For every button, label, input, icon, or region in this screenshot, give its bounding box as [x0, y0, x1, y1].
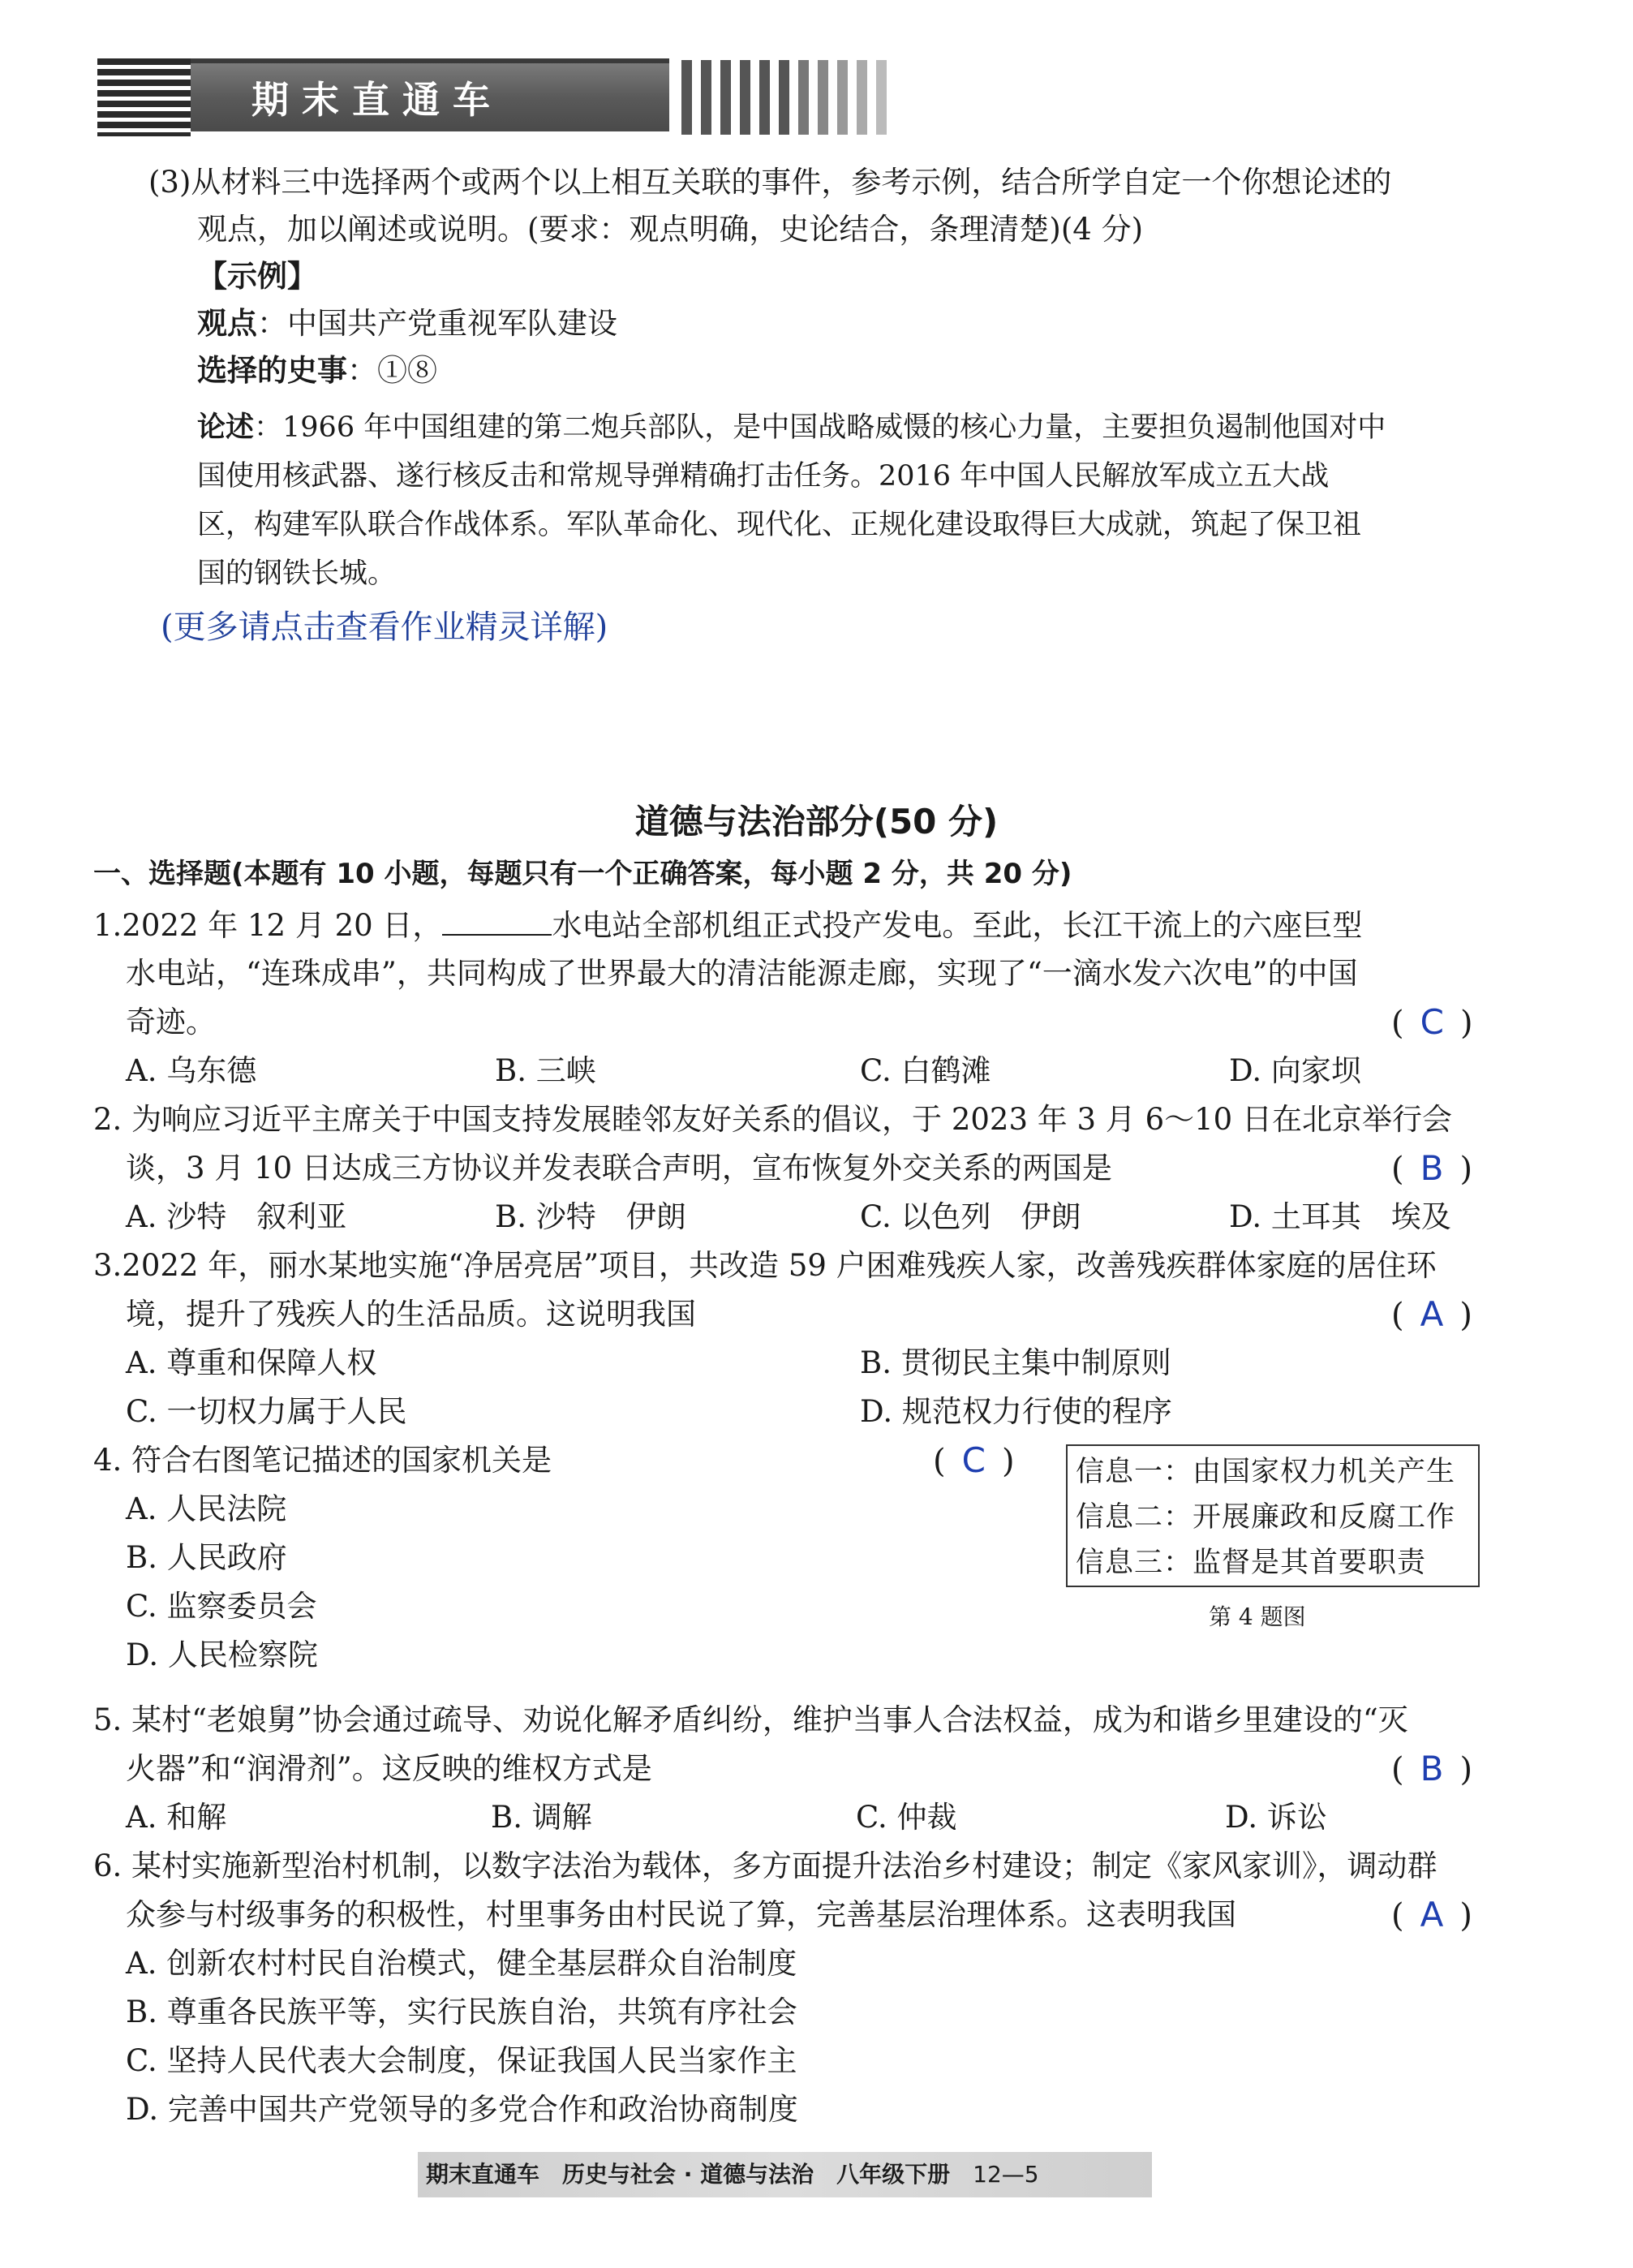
- q1-option-d: D. 向家坝: [1229, 1053, 1361, 1088]
- question-6-answer: ( A ): [1391, 1895, 1472, 1934]
- q6-option-b: B. 尊重各民族平等，实行民族自治，共筑有序社会: [126, 1995, 797, 2029]
- header-stripes: [97, 58, 191, 136]
- page-number: 12—5: [973, 2161, 1039, 2188]
- more-details-link[interactable]: (更多请点击查看作业精灵详解): [161, 609, 608, 646]
- answer-letter: C: [961, 1440, 986, 1480]
- argument-line-3: 区，构建军队联合作战体系。军队革命化、现代化、正规化建设取得巨大成就，筑起了保卫祖: [197, 509, 1362, 541]
- q6-option-a: A. 创新农村村民自治模式，健全基层群众自治制度: [126, 1946, 797, 1981]
- fill-blank: [442, 905, 552, 936]
- footer-text: [426, 2152, 1039, 2197]
- question-2-answer: ( B ): [1391, 1148, 1473, 1188]
- q3-line-2: 观点，加以阐述或说明。(要求：观点明确，史论结合，条理清楚)(4 分): [197, 212, 1144, 247]
- question-1-line-3: 奇迹。: [126, 1005, 216, 1039]
- question-5-line-2: 火器”和“润滑剂”。这反映的维权方式是: [126, 1751, 652, 1786]
- header-bars: [681, 60, 909, 135]
- answer-letter: C: [1420, 1002, 1444, 1042]
- q5-option-c: C. 仲裁: [856, 1800, 957, 1835]
- q3-option-d: D. 规范权力行使的程序: [860, 1394, 1172, 1429]
- argument-line-1: [197, 407, 1386, 448]
- question-4-line-1: 4. 符合右图笔记描述的国家机关是: [93, 1443, 552, 1478]
- q2-option-a: A. 沙特 叙利亚: [126, 1199, 347, 1234]
- question-4-answer: ( C ): [933, 1440, 1015, 1480]
- question-5-answer: ( B ): [1391, 1749, 1473, 1788]
- q2-option-c: C. 以色列 伊朗: [860, 1199, 1081, 1234]
- q1-option-a: A. 乌东德: [126, 1053, 257, 1088]
- question-1-answer: ( C ): [1391, 1002, 1473, 1042]
- q5-option-d: D. 诉讼: [1225, 1800, 1327, 1835]
- q6-option-d: D. 完善中国共产党领导的多党合作和政治协商制度: [126, 2092, 798, 2127]
- question-2-line-2: 谈，3 月 10 日达成三方协议并发表联合声明，宣布恢复外交关系的两国是: [126, 1151, 1112, 1186]
- argument-label: 论述: [197, 411, 255, 444]
- q5-option-a: A. 和解: [126, 1800, 227, 1835]
- note-figure-box: [1066, 1444, 1480, 1587]
- figure-caption: 第 4 题图: [1209, 1603, 1306, 1630]
- question-6-line-1: 6. 某村实施新型治村机制，以数字法治为载体，多方面提升法治乡村建设；制定《家风家训》，调动群: [93, 1848, 1437, 1883]
- q1-stem-part-b: 水电站全部机组正式投产发电。至此，长江干流上的六座巨型: [552, 908, 1363, 943]
- page-header: [97, 58, 811, 136]
- q6-option-c: C. 坚持人民代表大会制度，保证我国人民当家作主: [126, 2043, 797, 2078]
- facts-text: ：①⑧: [347, 353, 437, 388]
- facts-line: [197, 351, 437, 391]
- question-5-line-1: 5. 某村“老娘舅”协会通过疏导、劝说化解矛盾纠纷，维护当事人合法权益，成为和谐乡里建设的“灭: [93, 1702, 1408, 1737]
- answer-letter: A: [1420, 1294, 1444, 1334]
- question-2-line-1: 2. 为响应习近平主席关于中国支持发展睦邻友好关系的倡议，于 2023 年 3 月 6～10 日在北京举行会: [93, 1102, 1452, 1137]
- q4-option-b: B. 人民政府: [126, 1540, 287, 1575]
- section-heading: 一、选择题(本题有 10 小题，每题只有一个正确答案，每小题 2 分，共 20 分): [93, 858, 1072, 890]
- question-3-answer: ( A ): [1391, 1294, 1472, 1334]
- viewpoint-line: [197, 303, 617, 344]
- q3-option-b: B. 贯彻民主集中制原则: [860, 1345, 1171, 1380]
- question-1-line-2: 水电站，“连珠成串”，共同构成了世界最大的清洁能源走廊，实现了“一滴水发六次电”的中国: [126, 956, 1358, 991]
- q5-option-b: B. 调解: [491, 1800, 592, 1835]
- argument-line-2: 国使用核武器、遂行核反击和常规导弹精确打击任务。2016 年中国人民解放军成立五大战: [197, 460, 1330, 493]
- note-line-3: 信息三：监督是其首要职责: [1076, 1547, 1427, 1579]
- q1-option-c: C. 白鹤滩: [860, 1053, 991, 1088]
- q3-option-a: A. 尊重和保障人权: [126, 1345, 377, 1380]
- question-1-line-1: [93, 905, 1362, 946]
- footer-series: 期末直通车: [426, 2161, 540, 2188]
- answer-letter: B: [1420, 1749, 1444, 1788]
- argument-line-4: 国的钢铁长城。: [197, 557, 397, 590]
- example-label: 【示例】: [197, 259, 317, 294]
- question-3-line-2: 境，提升了残疾人的生活品质。这说明我国: [126, 1297, 696, 1332]
- q3-line-1: (3)从材料三中选择两个或两个以上相互关联的事件，参考示例，结合所学自定一个你想论述的: [148, 165, 1392, 200]
- part-title: 道德与法治部分(50 分): [634, 802, 999, 841]
- viewpoint-text: ：中国共产党重视军队建设: [257, 306, 617, 341]
- answer-letter: A: [1420, 1895, 1444, 1934]
- page-footer: [418, 2152, 1152, 2197]
- note-line-2: 信息二：开展廉政和反腐工作: [1076, 1501, 1456, 1534]
- q3-option-c: C. 一切权力属于人民: [126, 1394, 407, 1429]
- argument-text: ：1966 年中国组建的第二炮兵部队，是中国战略威慑的核心力量，主要担负遏制他国对中: [254, 411, 1386, 444]
- q1-option-b: B. 三峡: [495, 1053, 596, 1088]
- note-line-1: 信息一：由国家权力机关产生: [1076, 1456, 1456, 1488]
- q4-option-c: C. 监察委员会: [126, 1589, 317, 1624]
- facts-label: 选择的史事: [197, 353, 347, 388]
- q2-option-b: B. 沙特 伊朗: [495, 1199, 686, 1234]
- footer-grade: 八年级下册: [836, 2161, 951, 2188]
- footer-subject: 历史与社会 · 道德与法治: [562, 2161, 814, 2188]
- header-title: 期末直通车: [251, 78, 503, 122]
- q2-option-d: D. 土耳其 埃及: [1229, 1199, 1451, 1234]
- q1-stem-part-a: 1.2022 年 12 月 20 日，: [93, 908, 443, 943]
- question-3-line-1: 3.2022 年，丽水某地实施“净居亮居”项目，共改造 59 户困难残疾人家，改善残疾群体家庭的居住环: [93, 1248, 1437, 1283]
- q4-option-d: D. 人民检察院: [126, 1638, 318, 1672]
- q4-option-a: A. 人民法院: [126, 1491, 287, 1526]
- answer-letter: B: [1420, 1148, 1444, 1188]
- viewpoint-label: 观点: [197, 306, 257, 341]
- question-6-line-2: 众参与村级事务的积极性，村里事务由村民说了算，完善基层治理体系。这表明我国: [126, 1897, 1236, 1932]
